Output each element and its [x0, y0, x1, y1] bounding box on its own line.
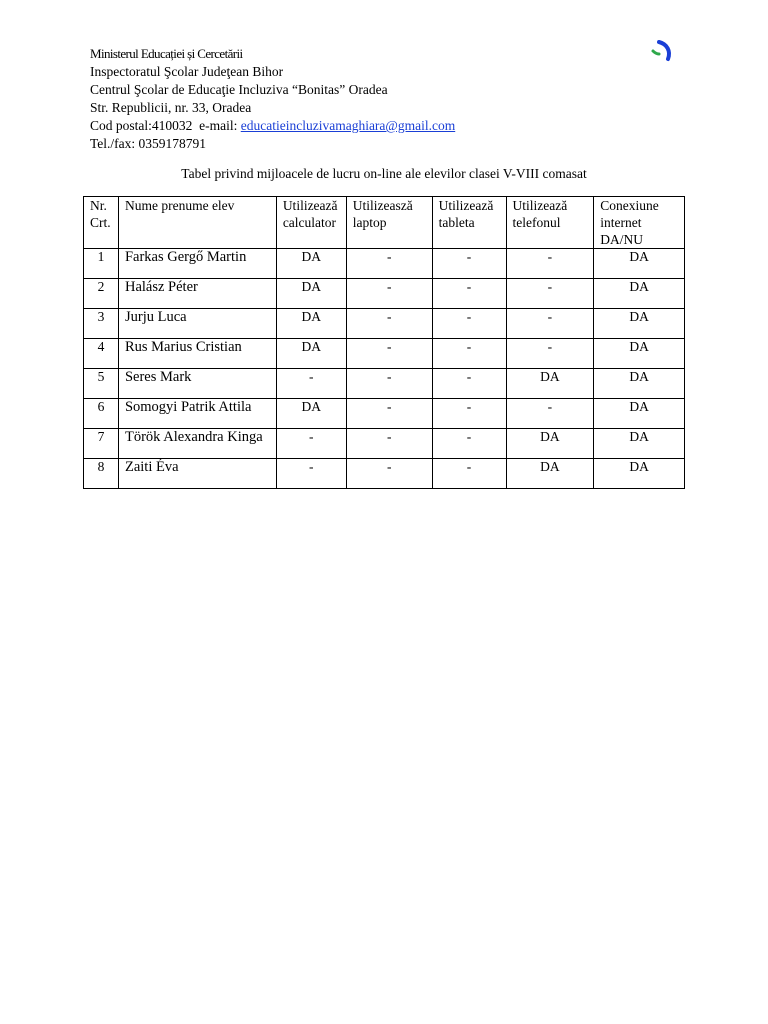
- letterhead: [90, 45, 455, 153]
- email-link[interactable]: educatieincluzivamaghiara@gmail.com: [240, 118, 456, 133]
- cell-phone: -: [506, 339, 594, 369]
- table-row: [84, 399, 685, 429]
- table-row: [84, 459, 685, 489]
- table-row: [84, 249, 685, 279]
- inspectorate-name: Inspectoratul Şcolar Judeţean Bihor: [90, 64, 284, 79]
- col-laptop: Utilizeasză laptop: [346, 197, 432, 249]
- school-name: Centrul Şcolar de Educaţie Incluziva “Bonitas” Oradea: [90, 82, 388, 97]
- cell-internet: DA: [594, 369, 685, 399]
- cell-name: Seres Mark: [118, 369, 276, 399]
- col-tablet: Utilizează tableta: [432, 197, 506, 249]
- cell-phone: DA: [506, 369, 594, 399]
- postal-email-line: [90, 117, 455, 135]
- cell-calculator: DA: [276, 279, 346, 309]
- table-header-row: [84, 197, 685, 249]
- postal-code: Cod postal:410032 e-mail:: [90, 118, 241, 133]
- cell-tablet: -: [432, 399, 506, 429]
- cell-nr: 2: [84, 279, 119, 309]
- table-row: [84, 279, 685, 309]
- cell-tablet: -: [432, 369, 506, 399]
- col-calculator: Utilizează calculator: [276, 197, 346, 249]
- table-row: [84, 369, 685, 399]
- cell-nr: 6: [84, 399, 119, 429]
- cell-calculator: DA: [276, 399, 346, 429]
- cell-calculator: -: [276, 369, 346, 399]
- cell-laptop: -: [346, 279, 432, 309]
- col-name: Nume prenume elev: [118, 197, 276, 249]
- cell-nr: 5: [84, 369, 119, 399]
- cell-internet: DA: [594, 249, 685, 279]
- cell-calculator: DA: [276, 249, 346, 279]
- cell-phone: -: [506, 249, 594, 279]
- cell-name: Jurju Luca: [118, 309, 276, 339]
- students-table: [83, 196, 685, 489]
- col-nr: Nr. Crt.: [84, 197, 119, 249]
- cell-phone: DA: [506, 429, 594, 459]
- cell-name: Farkas Gergő Martin: [118, 249, 276, 279]
- col-phone: Utilizează telefonul: [506, 197, 594, 249]
- cell-phone: -: [506, 399, 594, 429]
- cell-calculator: DA: [276, 309, 346, 339]
- cell-laptop: -: [346, 399, 432, 429]
- cell-nr: 8: [84, 459, 119, 489]
- arc-logo-icon: [650, 38, 674, 62]
- cell-phone: DA: [506, 459, 594, 489]
- cell-nr: 3: [84, 309, 119, 339]
- cell-calculator: -: [276, 459, 346, 489]
- table-row: [84, 339, 685, 369]
- school-address: Str. Republicii, nr. 33, Oradea: [90, 100, 252, 115]
- ministry-name: Ministerul Educației și Cercetării: [90, 46, 243, 61]
- cell-internet: DA: [594, 339, 685, 369]
- cell-name: Halász Péter: [118, 279, 276, 309]
- cell-internet: DA: [594, 309, 685, 339]
- col-internet: Conexiune internet DA/NU: [594, 197, 685, 249]
- cell-nr: 1: [84, 249, 119, 279]
- cell-calculator: -: [276, 429, 346, 459]
- cell-nr: 4: [84, 339, 119, 369]
- cell-internet: DA: [594, 459, 685, 489]
- cell-tablet: -: [432, 249, 506, 279]
- cell-laptop: -: [346, 369, 432, 399]
- cell-tablet: -: [432, 339, 506, 369]
- cell-name: Rus Marius Cristian: [118, 339, 276, 369]
- cell-laptop: -: [346, 249, 432, 279]
- cell-name: Zaiti Éva: [118, 459, 276, 489]
- cell-tablet: -: [432, 309, 506, 339]
- phone-fax: Tel./fax: 0359178791: [90, 136, 207, 151]
- table-row: [84, 429, 685, 459]
- cell-tablet: -: [432, 279, 506, 309]
- cell-laptop: -: [346, 309, 432, 339]
- cell-phone: -: [506, 279, 594, 309]
- cell-laptop: -: [346, 429, 432, 459]
- cell-internet: DA: [594, 429, 685, 459]
- cell-name: Török Alexandra Kinga: [118, 429, 276, 459]
- cell-tablet: -: [432, 429, 506, 459]
- cell-calculator: DA: [276, 339, 346, 369]
- cell-laptop: -: [346, 339, 432, 369]
- cell-internet: DA: [594, 279, 685, 309]
- cell-phone: -: [506, 309, 594, 339]
- cell-nr: 7: [84, 429, 119, 459]
- cell-internet: DA: [594, 399, 685, 429]
- table-row: [84, 309, 685, 339]
- cell-tablet: -: [432, 459, 506, 489]
- cell-name: Somogyi Patrik Attila: [118, 399, 276, 429]
- cell-laptop: -: [346, 459, 432, 489]
- document-title: Tabel privind mijloacele de lucru on-line ale elevilor clasei V-VIII comasat: [181, 166, 587, 181]
